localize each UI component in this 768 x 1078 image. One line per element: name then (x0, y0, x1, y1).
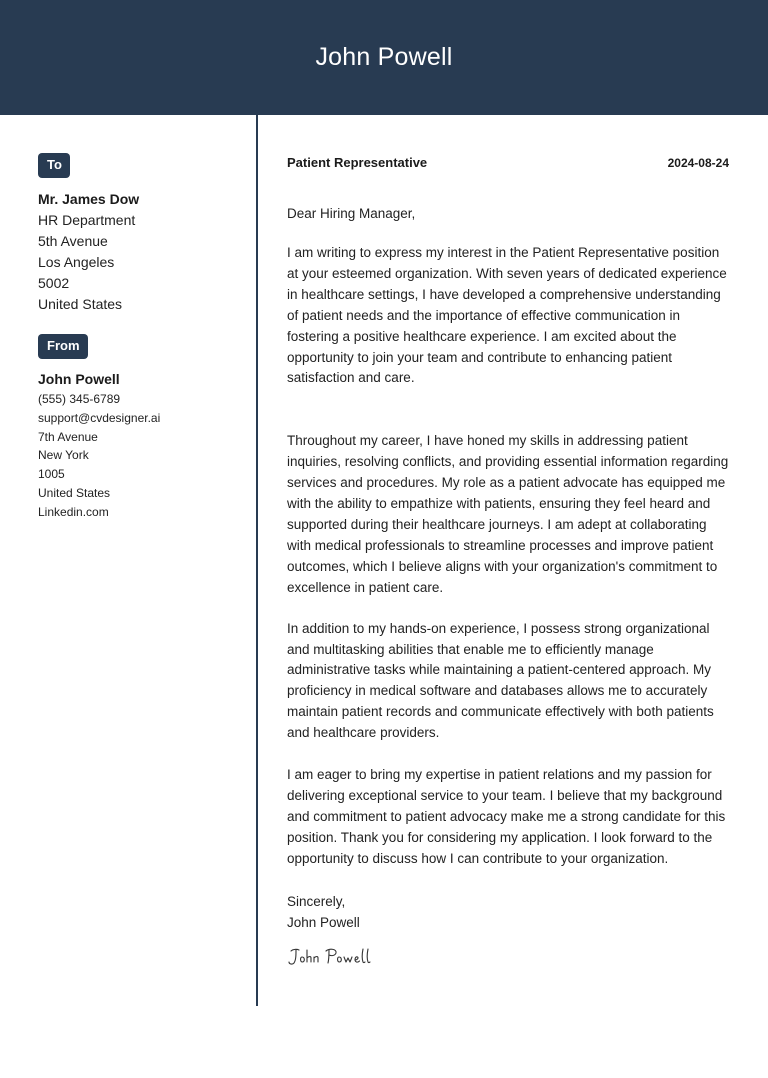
closing-name: John Powell (287, 914, 360, 930)
letter-topline (287, 153, 729, 173)
signature-graphic (287, 945, 387, 969)
sender-linkedin: Linkedin.com (38, 504, 109, 519)
sender-city: New York (38, 448, 89, 463)
recipient-department: HR Department (38, 212, 136, 228)
job-title: Patient Representative (287, 155, 428, 170)
sender-email: support@cvdesigner.ai (38, 410, 161, 425)
column-divider (256, 115, 258, 1006)
candidate-name: John Powell (315, 43, 453, 71)
recipient-street: 5th Avenue (38, 233, 108, 249)
header-banner (0, 0, 768, 115)
paragraph-experience: Throughout my career, I have honed my skills in addressing patient inquiries, resolving conflicts, and providing essential information regarding services and procedures. My role as a patient advocate has equipped me with the ability to empathize with patients, ensuring they feel heard and supported during their healthcare journeys. I am adept at collaborating with medical professionals to streamline processes and improve patient outcomes, which I believe aligns with your organization's commitment to excellence in patient care. (287, 433, 729, 595)
sender-block (38, 369, 238, 522)
paragraph-skills: In addition to my hands-on experience, I possess strong organizational and multitasking abilities that enable me to efficiently manage administrative tasks while maintaining a patient-centered approach. My proficiency in medical software and databases allows me to accurately maintain patient records and communicate effectively with both patients and healthcare providers. (287, 620, 714, 741)
recipient-city: Los Angeles (38, 254, 115, 270)
paragraph-closing: I am eager to bring my expertise in patient relations and my passion for delivering exceptional service to your team. I believe that my background and commitment to patient advocacy make me a strong candidate for this position. Thank you for considering my application. I look forward to the opportunity to discuss how I can contribute to your organization. (287, 767, 726, 866)
handwritten-signature (287, 945, 729, 969)
from-badge: From (38, 334, 88, 359)
letter-date: 2024-08-24 (667, 156, 729, 170)
recipient-postal-code: 5002 (38, 275, 70, 291)
closing-block (287, 891, 729, 933)
paragraph-intro: I am writing to express my interest in the Patient Representative position at your esteemed organization. With seven years of dedicated experience in healthcare settings, I have developed a comprehensive understanding of patient needs and the importance of effective communication in fostering a positive healthcare experience. I am excited about the opportunity to join your team and contribute to enhancing patient satisfaction and care. (287, 245, 727, 386)
salutation: Dear Hiring Manager, (287, 206, 416, 221)
sender-street: 7th Avenue (38, 429, 98, 444)
recipient-block (38, 189, 238, 315)
sender-country: United States (38, 485, 111, 500)
sender-name: John Powell (38, 371, 120, 387)
closing-phrase: Sincerely, (287, 893, 346, 909)
sidebar (38, 153, 238, 522)
sender-phone: (555) 345-6789 (38, 392, 121, 406)
to-badge: To (38, 153, 70, 178)
sender-postal-code: 1005 (38, 467, 65, 482)
letter-body (287, 153, 729, 969)
recipient-name: Mr. James Dow (38, 191, 140, 207)
recipient-country: United States (38, 296, 123, 312)
